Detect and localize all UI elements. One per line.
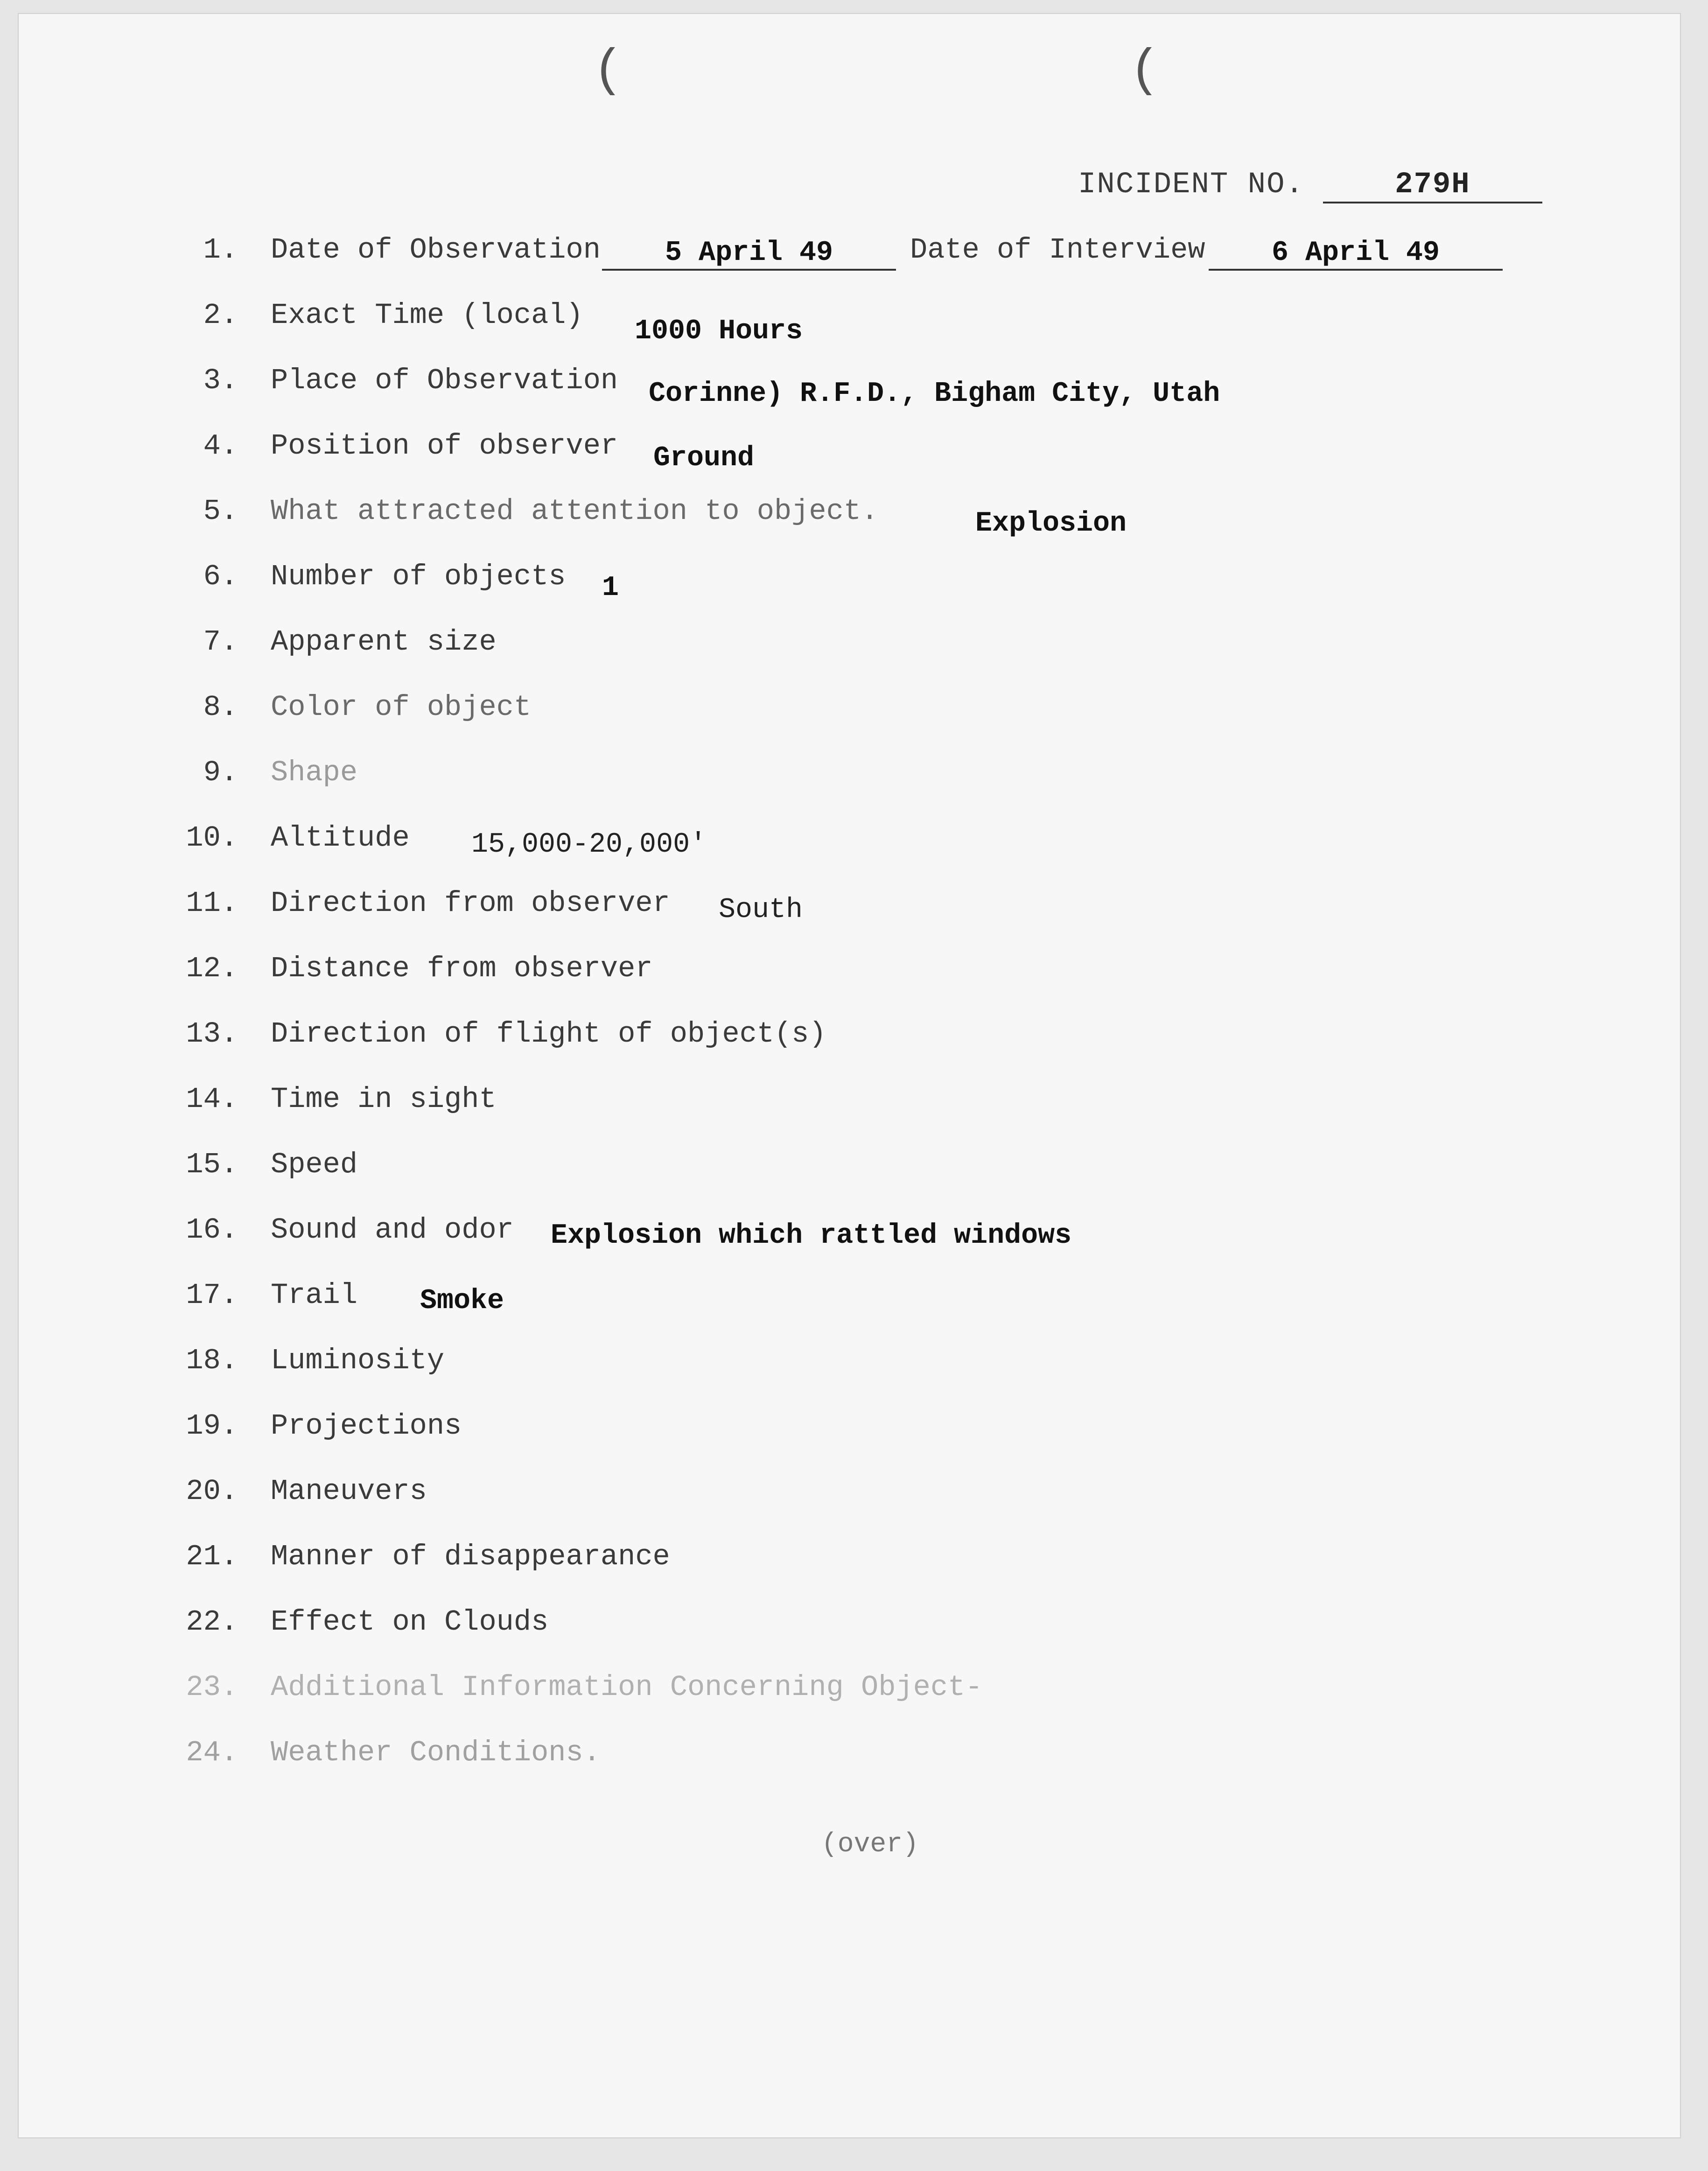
item-label: Position of observer [271,429,618,462]
item-number: 4. [203,429,238,462]
item-label: Number of objects [271,560,566,593]
item-number: 24. [186,1736,238,1769]
item-label: Time in sight [271,1083,497,1116]
item-number: 22. [186,1605,238,1639]
date-of-interview-value: 6 April 49 [1209,237,1503,271]
date-of-observation-value: 5 April 49 [602,237,896,271]
item-number: 14. [186,1083,238,1116]
item-answer: Ground [653,442,755,474]
item-label: Color of object [271,691,532,724]
item-answer: Smoke [420,1285,504,1317]
item-number: 11. [186,887,238,920]
item-label: Altitude [271,821,410,854]
item-number: 2. [203,299,238,332]
item-number: 17. [186,1279,238,1312]
item-label: Distance from observer [271,952,653,985]
item-number: 21. [186,1540,238,1573]
item-answer: Corinne) R.F.D., Bigham City, Utah [649,378,1220,410]
item-label: Date of Observation [271,233,601,266]
document-page [19,14,1680,2137]
item-number: 10. [186,821,238,854]
item-label: Direction from observer [271,887,670,920]
item-label: Manner of disappearance [271,1540,670,1573]
item-number: 19. [186,1409,238,1443]
item-label: Apparent size [271,625,497,658]
item-number: 6. [203,560,238,593]
item-number: 7. [203,625,238,658]
item-number: 8. [203,691,238,724]
item-answer: 1 [602,572,619,604]
item-answer: Explosion [975,508,1127,539]
item-label: Maneuvers [271,1475,427,1508]
item-answer: South [719,894,803,926]
item-number: 3. [203,364,238,397]
item-number: 5. [203,495,238,528]
item-number: 13. [186,1017,238,1050]
date-of-interview-label: Date of Interview [910,233,1205,266]
incident-label: INCIDENT NO. [1078,168,1304,202]
item-label: Speed [271,1148,358,1181]
item-label: What attracted attention to object. [271,495,879,528]
binder-hole-mark: ( [1129,42,1161,100]
item-label: Sound and odor [271,1213,514,1247]
item-label: Effect on Clouds [271,1605,549,1639]
item-answer: 1000 Hours [635,315,803,347]
incident-number [1078,168,1542,203]
item-number: 9. [203,756,238,789]
over-note: (over) [821,1829,919,1860]
binder-hole-mark: ( [593,42,624,100]
item-number: 1. [203,233,238,266]
item-label: Additional Information Concerning Object- [271,1671,983,1704]
item-number: 16. [186,1213,238,1247]
item-label: Shape [271,756,358,789]
item-label: Projections [271,1409,462,1443]
item-label: Exact Time (local) [271,299,583,332]
item-label: Direction of flight of object(s) [271,1017,826,1050]
item-label: Trail [271,1279,358,1312]
item-label: Luminosity [271,1344,445,1377]
item-number: 23. [186,1671,238,1704]
incident-value: 279H [1323,168,1542,203]
item-answer: Explosion which rattled windows [551,1220,1072,1252]
item-answer: 15,000-20,000' [471,829,707,861]
item-number: 15. [186,1148,238,1181]
item-label: Place of Observation [271,364,618,397]
item-label: Weather Conditions. [271,1736,601,1769]
item-number: 18. [186,1344,238,1377]
item-number: 12. [186,952,238,985]
item-number: 20. [186,1475,238,1508]
